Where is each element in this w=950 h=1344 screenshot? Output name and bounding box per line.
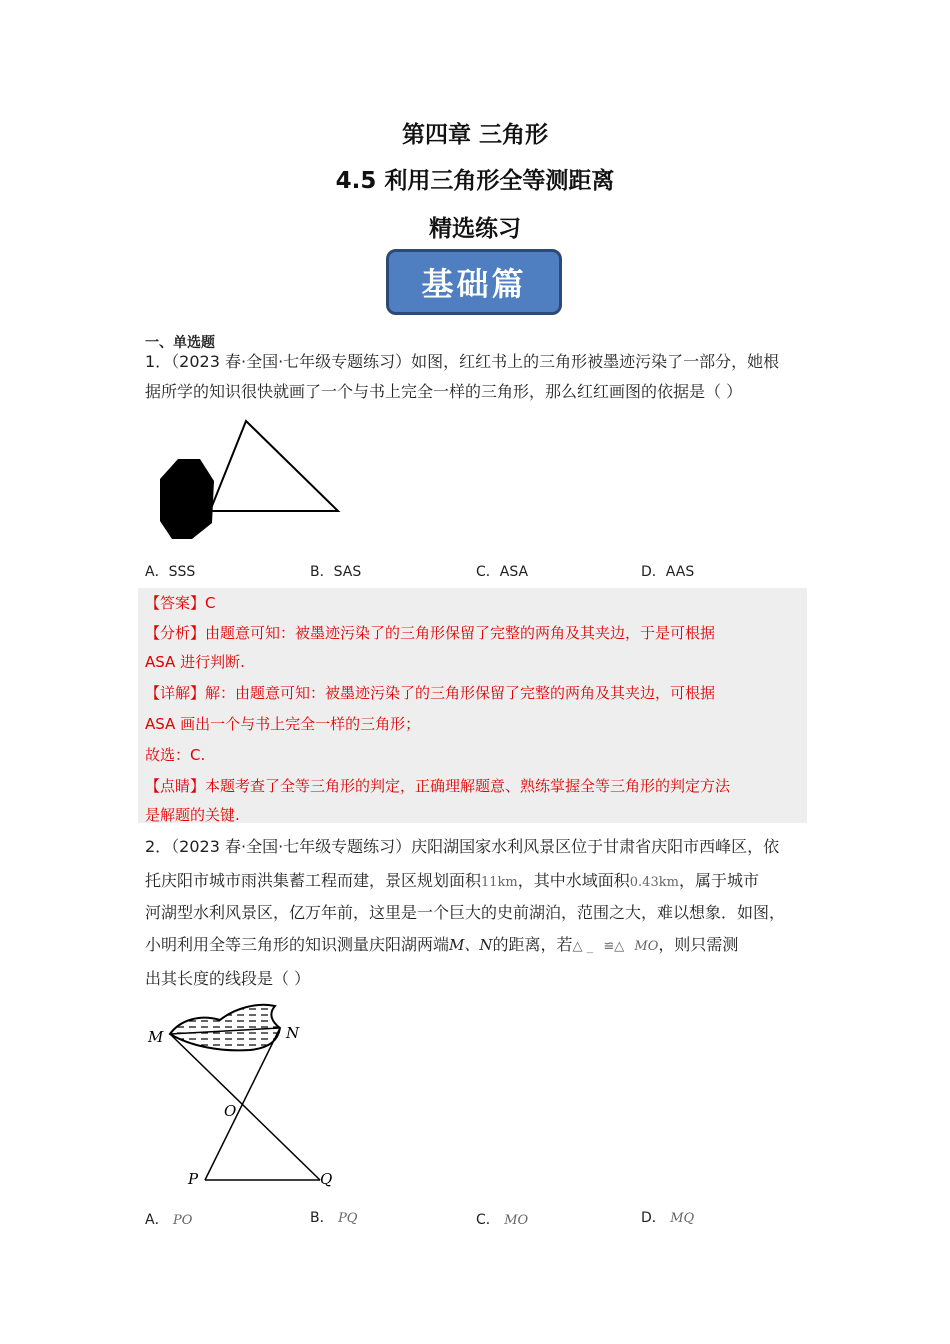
point-n-label: N: [286, 1024, 300, 1042]
ink-blot: [160, 459, 214, 539]
q1-text-line2: 据所学的知识很快就画了一个与书上完全一样的三角形，那么红红画图的依据是（ ）: [145, 382, 743, 401]
point-q-label: Q: [320, 1170, 333, 1188]
q2-option-b[interactable]: B． PQ: [310, 1210, 358, 1226]
analysis-line1: 【分析】由题意可知：被墨迹污染了的三角形保留了完整的两角及其夹边，于是可根据: [145, 624, 716, 642]
lesson-title: 4.5 利用三角形全等测距离: [335, 168, 615, 194]
answer-line: 【答案】C: [145, 594, 216, 612]
comment-line2: 是解题的关键.: [145, 806, 240, 824]
q1-option-d[interactable]: D．AAS: [641, 564, 695, 580]
level-badge: [386, 249, 562, 315]
subtitle: 精选练习: [429, 216, 521, 242]
section-label: 一、单选题: [145, 335, 215, 351]
analysis-line2: ASA 进行判断.: [145, 653, 245, 671]
q2-option-d[interactable]: D． MQ: [641, 1210, 695, 1226]
q2-text-line3: 河湖型水利风景区，亿万年前，这里是一个巨大的史前湖泊，范围之大，难以想象．如图，: [145, 903, 786, 922]
q2-text-line2: 托庆阳市城市雨洪集蓄工程而建，景区规划面积11km，其中水域面积0.43km，属于城市: [145, 871, 759, 890]
point-m-label: M: [148, 1028, 164, 1046]
q2-text-line5: 出其长度的线段是（ ）: [145, 969, 311, 988]
q2-option-c[interactable]: C． MO: [476, 1212, 529, 1228]
level-badge-label: 基础篇: [421, 265, 527, 303]
ink-stained-triangle-figure: [150, 415, 350, 547]
q1-option-b[interactable]: B．SAS: [310, 564, 362, 580]
q1-option-c[interactable]: C．ASA: [476, 564, 529, 580]
lake-measurement-figure: [140, 1000, 370, 1190]
q2-text-line1: 2．（2023 春·全国·七年级专题练习）庆阳湖国家水利风景区位于甘肃省庆阳市西峰区，依: [145, 837, 780, 856]
comment-line1: 【点睛】本题考查了全等三角形的判定，正确理解题意、熟练掌握全等三角形的判定方法: [145, 777, 731, 795]
q1-text-line1: 1．（2023 春·全国·七年级专题练习）如图，红红书上的三角形被墨迹污染了一部分，她根: [145, 352, 780, 371]
point-o-label: O: [224, 1102, 237, 1120]
q2-option-a[interactable]: A． PO: [145, 1212, 193, 1228]
q2-text-line4: 小明利用全等三角形的知识测量庆阳湖两端M、N的距离，若△ _ ≌△ MO，则只需测: [145, 935, 739, 954]
chapter-title: 第四章 三角形: [401, 122, 548, 148]
lake-shape: [170, 1005, 280, 1051]
detail-line1: 【详解】解：由题意可知：被墨迹污染了的三角形保留了完整的两角及其夹边，可根据: [145, 684, 716, 702]
choice-line: 故选：C.: [145, 746, 206, 764]
point-p-label: P: [188, 1170, 199, 1188]
q1-option-a[interactable]: A．SSS: [145, 564, 196, 580]
detail-line2: ASA 画出一个与书上完全一样的三角形；: [145, 715, 421, 733]
